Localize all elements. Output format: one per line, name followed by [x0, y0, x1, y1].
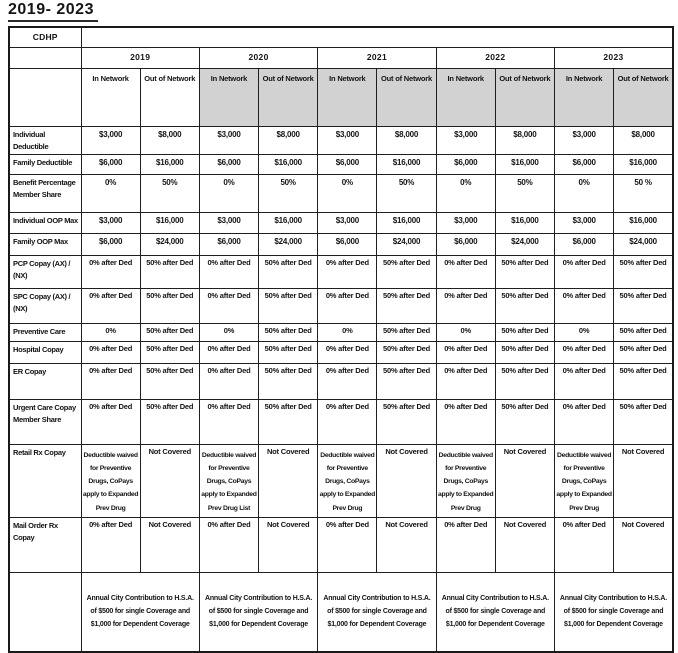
row-er-copay [9, 363, 673, 399]
row-hospital-copay [9, 341, 673, 363]
urgent-care-copay-member-share-2022-in-network: 0% after Ded [436, 399, 495, 444]
mail-order-rx-copay-2022-in-network: 0% after Ded [436, 517, 495, 572]
year-header-blank-cell [9, 47, 81, 68]
individual-deductible-2019-out-of-network: $8,000 [140, 126, 199, 154]
individual-oop-max-2023-out-of-network: $16,000 [614, 212, 673, 233]
er-copay-2022-out-of-network: 50% after Ded [495, 363, 554, 399]
out-of-network-header-2022: Out of Network [495, 68, 554, 126]
mail-order-rx-copay-2022-out-of-network: Not Covered [495, 517, 554, 572]
hospital-copay-2022-in-network: 0% after Ded [436, 341, 495, 363]
in-network-header-2022: In Network [436, 68, 495, 126]
individual-deductible-2020-in-network: $3,000 [199, 126, 258, 154]
mail-order-rx-copay-2019-out-of-network: Not Covered [140, 517, 199, 572]
hospital-copay-2021-out-of-network: 50% after Ded [377, 341, 436, 363]
er-copay-2022-in-network: 0% after Ded [436, 363, 495, 399]
pcp-copay-ax-nx-2019-out-of-network: 50% after Ded [140, 255, 199, 288]
individual-deductible-2023-out-of-network: $8,000 [614, 126, 673, 154]
individual-oop-max-2021-in-network: $3,000 [318, 212, 377, 233]
family-oop-max-2022-in-network: $6,000 [436, 233, 495, 255]
preventive-care-2021-in-network: 0% [318, 323, 377, 341]
hospital-copay-2019-out-of-network: 50% after Ded [140, 341, 199, 363]
family-deductible-2020-in-network: $6,000 [199, 154, 258, 174]
family-deductible-2022-out-of-network: $16,000 [495, 154, 554, 174]
retail-rx-copay-2020-in-network: Deductible waived for Preventive Drugs, CoPays apply to Expanded Prev Drug List [199, 444, 258, 517]
family-deductible-2021-out-of-network: $16,000 [377, 154, 436, 174]
urgent-care-copay-member-share-2021-out-of-network: 50% after Ded [377, 399, 436, 444]
annual-contribution-row [9, 572, 673, 652]
year-header-2022: 2022 [436, 47, 554, 68]
preventive-care-2020-in-network: 0% [199, 323, 258, 341]
mail-order-rx-copay-2023-in-network: 0% after Ded [555, 517, 614, 572]
annual-contribution-2019: Annual City Contribution to H.S.A. of $500 for single Coverage and $1,000 for Dependent Coverage [81, 572, 199, 652]
benefit-percentage-member-share-2021-in-network: 0% [318, 174, 377, 212]
spc-copay-ax-nx-2023-out-of-network: 50% after Ded [614, 288, 673, 323]
preventive-care-2020-out-of-network: 50% after Ded [259, 323, 318, 341]
individual-oop-max-2020-out-of-network: $16,000 [259, 212, 318, 233]
family-deductible-2020-out-of-network: $16,000 [259, 154, 318, 174]
family-deductible-2021-in-network: $6,000 [318, 154, 377, 174]
individual-deductible-2019-in-network: $3,000 [81, 126, 140, 154]
benefit-percentage-member-share-2023-in-network: 0% [555, 174, 614, 212]
benefit-percentage-member-share-2022-out-of-network: 50% [495, 174, 554, 212]
year-header-2020: 2020 [199, 47, 317, 68]
hospital-copay-2020-in-network: 0% after Ded [199, 341, 258, 363]
preventive-care-2023-in-network: 0% [555, 323, 614, 341]
retail-rx-copay-2021-in-network: Deductible waived for Preventive Drugs, CoPays apply to Expanded Prev Drug [318, 444, 377, 517]
retail-rx-copay-2022-in-network: Deductible waived for Preventive Drugs, CoPays apply to Expanded Prev Drug [436, 444, 495, 517]
row-label-benefit-percentage-member-share: Benefit Percentage Member Share [9, 174, 81, 212]
hospital-copay-2022-out-of-network: 50% after Ded [495, 341, 554, 363]
family-deductible-2019-out-of-network: $16,000 [140, 154, 199, 174]
individual-deductible-2023-in-network: $3,000 [555, 126, 614, 154]
row-preventive-care [9, 323, 673, 341]
mail-order-rx-copay-2020-in-network: 0% after Ded [199, 517, 258, 572]
year-header-2023: 2023 [555, 47, 673, 68]
retail-rx-copay-2023-out-of-network: Not Covered [614, 444, 673, 517]
out-of-network-header-2020: Out of Network [259, 68, 318, 126]
family-oop-max-2019-in-network: $6,000 [81, 233, 140, 255]
in-network-header-2020: In Network [199, 68, 258, 126]
benefit-percentage-member-share-2022-in-network: 0% [436, 174, 495, 212]
pcp-copay-ax-nx-2023-out-of-network: 50% after Ded [614, 255, 673, 288]
retail-rx-copay-2020-out-of-network: Not Covered [259, 444, 318, 517]
urgent-care-copay-member-share-2020-out-of-network: 50% after Ded [259, 399, 318, 444]
family-deductible-2023-in-network: $6,000 [555, 154, 614, 174]
row-label-preventive-care: Preventive Care [9, 323, 81, 341]
in-network-header-2023: In Network [555, 68, 614, 126]
spc-copay-ax-nx-2022-out-of-network: 50% after Ded [495, 288, 554, 323]
row-individual-deductible [9, 126, 673, 154]
family-oop-max-2020-out-of-network: $24,000 [259, 233, 318, 255]
preventive-care-2021-out-of-network: 50% after Ded [377, 323, 436, 341]
out-of-network-header-2021: Out of Network [377, 68, 436, 126]
pcp-copay-ax-nx-2020-in-network: 0% after Ded [199, 255, 258, 288]
individual-oop-max-2021-out-of-network: $16,000 [377, 212, 436, 233]
pcp-copay-ax-nx-2019-in-network: 0% after Ded [81, 255, 140, 288]
individual-deductible-2022-in-network: $3,000 [436, 126, 495, 154]
mail-order-rx-copay-2023-out-of-network: Not Covered [614, 517, 673, 572]
family-deductible-2019-in-network: $6,000 [81, 154, 140, 174]
urgent-care-copay-member-share-2023-out-of-network: 50% after Ded [614, 399, 673, 444]
row-family-deductible [9, 154, 673, 174]
preventive-care-2023-out-of-network: 50% after Ded [614, 323, 673, 341]
pcp-copay-ax-nx-2021-out-of-network: 50% after Ded [377, 255, 436, 288]
hospital-copay-2023-in-network: 0% after Ded [555, 341, 614, 363]
row-label-mail-order-rx-copay: Mail Order Rx Copay [9, 517, 81, 572]
plan-label: CDHP [9, 27, 81, 47]
benefit-percentage-member-share-2023-out-of-network: 50 % [614, 174, 673, 212]
preventive-care-2022-in-network: 0% [436, 323, 495, 341]
row-urgent-care-copay-member-share [9, 399, 673, 444]
urgent-care-copay-member-share-2019-in-network: 0% after Ded [81, 399, 140, 444]
row-mail-order-rx-copay [9, 517, 673, 572]
er-copay-2023-out-of-network: 50% after Ded [614, 363, 673, 399]
benefit-percentage-member-share-2020-in-network: 0% [199, 174, 258, 212]
spc-copay-ax-nx-2022-in-network: 0% after Ded [436, 288, 495, 323]
preventive-care-2019-out-of-network: 50% after Ded [140, 323, 199, 341]
individual-oop-max-2019-in-network: $3,000 [81, 212, 140, 233]
hospital-copay-2021-in-network: 0% after Ded [318, 341, 377, 363]
row-family-oop-max [9, 233, 673, 255]
pcp-copay-ax-nx-2022-in-network: 0% after Ded [436, 255, 495, 288]
hospital-copay-2019-in-network: 0% after Ded [81, 341, 140, 363]
urgent-care-copay-member-share-2022-out-of-network: 50% after Ded [495, 399, 554, 444]
spc-copay-ax-nx-2023-in-network: 0% after Ded [555, 288, 614, 323]
spc-copay-ax-nx-2021-in-network: 0% after Ded [318, 288, 377, 323]
annual-contribution-2023: Annual City Contribution to H.S.A. of $500 for single Coverage and $1,000 for Dependent Coverage [555, 572, 673, 652]
spc-copay-ax-nx-2019-in-network: 0% after Ded [81, 288, 140, 323]
family-deductible-2023-out-of-network: $16,000 [614, 154, 673, 174]
network-header-blank-cell [9, 68, 81, 126]
mail-order-rx-copay-2019-in-network: 0% after Ded [81, 517, 140, 572]
row-label-individual-oop-max: Individual OOP Max [9, 212, 81, 233]
hospital-copay-2023-out-of-network: 50% after Ded [614, 341, 673, 363]
benefit-percentage-member-share-2019-in-network: 0% [81, 174, 140, 212]
benefits-table-body [9, 27, 673, 652]
spc-copay-ax-nx-2020-out-of-network: 50% after Ded [259, 288, 318, 323]
mail-order-rx-copay-2021-out-of-network: Not Covered [377, 517, 436, 572]
er-copay-2021-out-of-network: 50% after Ded [377, 363, 436, 399]
row-label-spc-copay-ax-nx: SPC Copay (AX) / (NX) [9, 288, 81, 323]
family-oop-max-2019-out-of-network: $24,000 [140, 233, 199, 255]
spc-copay-ax-nx-2019-out-of-network: 50% after Ded [140, 288, 199, 323]
individual-deductible-2020-out-of-network: $8,000 [259, 126, 318, 154]
row-label-urgent-care-copay-member-share: Urgent Care Copay Member Share [9, 399, 81, 444]
pcp-copay-ax-nx-2022-out-of-network: 50% after Ded [495, 255, 554, 288]
network-header-row [9, 68, 673, 126]
retail-rx-copay-2019-in-network: Deductible waived for Preventive Drugs, CoPays apply to Expanded Prev Drug [81, 444, 140, 517]
individual-oop-max-2019-out-of-network: $16,000 [140, 212, 199, 233]
year-header-2019: 2019 [81, 47, 199, 68]
retail-rx-copay-2021-out-of-network: Not Covered [377, 444, 436, 517]
family-oop-max-2022-out-of-network: $24,000 [495, 233, 554, 255]
preventive-care-2019-in-network: 0% [81, 323, 140, 341]
spc-copay-ax-nx-2020-in-network: 0% after Ded [199, 288, 258, 323]
individual-oop-max-2022-out-of-network: $16,000 [495, 212, 554, 233]
er-copay-2019-out-of-network: 50% after Ded [140, 363, 199, 399]
individual-deductible-2022-out-of-network: $8,000 [495, 126, 554, 154]
retail-rx-copay-2019-out-of-network: Not Covered [140, 444, 199, 517]
row-pcp-copay-ax-nx [9, 255, 673, 288]
retail-rx-copay-2022-out-of-network: Not Covered [495, 444, 554, 517]
row-retail-rx-copay [9, 444, 673, 517]
family-deductible-2022-in-network: $6,000 [436, 154, 495, 174]
row-individual-oop-max [9, 212, 673, 233]
er-copay-2019-in-network: 0% after Ded [81, 363, 140, 399]
row-label-family-oop-max: Family OOP Max [9, 233, 81, 255]
er-copay-2020-out-of-network: 50% after Ded [259, 363, 318, 399]
year-header-2021: 2021 [318, 47, 436, 68]
family-oop-max-2021-out-of-network: $24,000 [377, 233, 436, 255]
benefit-percentage-member-share-2021-out-of-network: 50% [377, 174, 436, 212]
in-network-header-2021: In Network [318, 68, 377, 126]
er-copay-2023-in-network: 0% after Ded [555, 363, 614, 399]
individual-oop-max-2022-in-network: $3,000 [436, 212, 495, 233]
spc-copay-ax-nx-2021-out-of-network: 50% after Ded [377, 288, 436, 323]
in-network-header-2019: In Network [81, 68, 140, 126]
page-title: 2019- 2023 [8, 1, 98, 22]
row-label-retail-rx-copay: Retail Rx Copay [9, 444, 81, 517]
benefits-table [8, 26, 674, 653]
benefit-percentage-member-share-2020-out-of-network: 50% [259, 174, 318, 212]
er-copay-2021-in-network: 0% after Ded [318, 363, 377, 399]
annual-contribution-2020: Annual City Contribution to H.S.A. of $500 for single Coverage and $1,000 for Dependent Coverage [199, 572, 317, 652]
pcp-copay-ax-nx-2020-out-of-network: 50% after Ded [259, 255, 318, 288]
year-header-row [9, 47, 673, 68]
annual-contribution-2022: Annual City Contribution to H.S.A. of $500 for single Coverage and $1,000 for Dependent Coverage [436, 572, 554, 652]
row-label-pcp-copay-ax-nx: PCP Copay (AX) / (NX) [9, 255, 81, 288]
individual-oop-max-2023-in-network: $3,000 [555, 212, 614, 233]
er-copay-2020-in-network: 0% after Ded [199, 363, 258, 399]
annual-contribution-2021: Annual City Contribution to H.S.A. of $500 for single Coverage and $1,000 for Dependent Coverage [318, 572, 436, 652]
pcp-copay-ax-nx-2021-in-network: 0% after Ded [318, 255, 377, 288]
preventive-care-2022-out-of-network: 50% after Ded [495, 323, 554, 341]
family-oop-max-2023-out-of-network: $24,000 [614, 233, 673, 255]
row-label-hospital-copay: Hospital Copay [9, 341, 81, 363]
row-spc-copay-ax-nx [9, 288, 673, 323]
family-oop-max-2020-in-network: $6,000 [199, 233, 258, 255]
plan-header-blank-cell [81, 27, 673, 47]
row-label-individual-deductible: Individual Deductible [9, 126, 81, 154]
individual-deductible-2021-out-of-network: $8,000 [377, 126, 436, 154]
urgent-care-copay-member-share-2021-in-network: 0% after Ded [318, 399, 377, 444]
annual-contribution-blank-cell [9, 572, 81, 652]
row-benefit-percentage-member-share [9, 174, 673, 212]
benefit-percentage-member-share-2019-out-of-network: 50% [140, 174, 199, 212]
family-oop-max-2023-in-network: $6,000 [555, 233, 614, 255]
urgent-care-copay-member-share-2019-out-of-network: 50% after Ded [140, 399, 199, 444]
plan-header-row [9, 27, 673, 47]
out-of-network-header-2023: Out of Network [614, 68, 673, 126]
individual-deductible-2021-in-network: $3,000 [318, 126, 377, 154]
row-label-er-copay: ER Copay [9, 363, 81, 399]
hospital-copay-2020-out-of-network: 50% after Ded [259, 341, 318, 363]
urgent-care-copay-member-share-2020-in-network: 0% after Ded [199, 399, 258, 444]
out-of-network-header-2019: Out of Network [140, 68, 199, 126]
mail-order-rx-copay-2020-out-of-network: Not Covered [259, 517, 318, 572]
retail-rx-copay-2023-in-network: Deductible waived for Preventive Drugs, CoPays apply to Expanded Prev Drug [555, 444, 614, 517]
pcp-copay-ax-nx-2023-in-network: 0% after Ded [555, 255, 614, 288]
individual-oop-max-2020-in-network: $3,000 [199, 212, 258, 233]
row-label-family-deductible: Family Deductible [9, 154, 81, 174]
family-oop-max-2021-in-network: $6,000 [318, 233, 377, 255]
urgent-care-copay-member-share-2023-in-network: 0% after Ded [555, 399, 614, 444]
mail-order-rx-copay-2021-in-network: 0% after Ded [318, 517, 377, 572]
